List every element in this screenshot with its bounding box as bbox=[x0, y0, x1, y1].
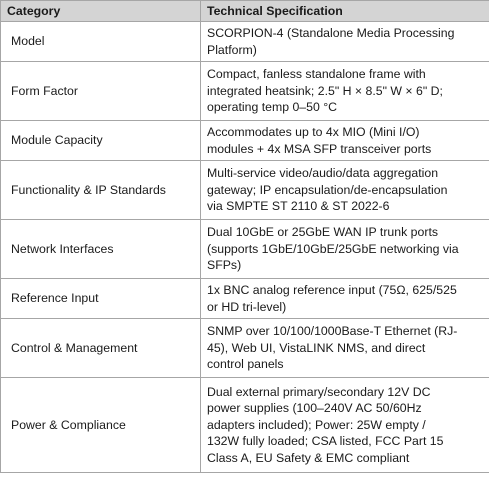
spec-cell bbox=[201, 22, 489, 62]
spec-line: Class A, EU Safety & EMC compliant bbox=[207, 450, 410, 465]
category-cell: Power & Compliance bbox=[1, 378, 201, 473]
spec-line: Accommodates up to 4x MIO (Mini I/O) bbox=[207, 125, 420, 139]
table-row bbox=[1, 319, 489, 378]
spec-line: SFPs) bbox=[207, 258, 242, 273]
spec-cell bbox=[201, 279, 489, 319]
spec-line: or HD tri-level) bbox=[207, 299, 287, 314]
spec-cell bbox=[201, 62, 489, 121]
spec-line: 132W fully loaded; CSA listed, FCC Part 15 bbox=[207, 434, 444, 449]
spec-line: SCORPION-4 (Standalone Media Processing bbox=[207, 26, 455, 40]
spec-line: adapters included); Power: 25W empty / bbox=[207, 417, 426, 432]
category-cell: Form Factor bbox=[1, 62, 201, 121]
spec-cell bbox=[201, 378, 489, 473]
table-row bbox=[1, 22, 489, 62]
spec-line: SNMP over 10/100/1000Base-T Ethernet (RJ- bbox=[207, 324, 458, 339]
spec-line: Platform) bbox=[207, 42, 257, 57]
spec-line: (supports 1GbE/10GbE/25GbE networking via bbox=[207, 241, 459, 256]
spec-line: 1x BNC analog reference input (75Ω, 625/525 bbox=[207, 283, 457, 297]
category-cell: Reference Input bbox=[1, 279, 201, 319]
spec-cell bbox=[201, 319, 489, 378]
spec-line: power supplies (100–240V AC 50/60Hz bbox=[207, 401, 422, 416]
table-row bbox=[1, 279, 489, 319]
table-row bbox=[1, 220, 489, 279]
spec-cell bbox=[201, 161, 489, 220]
category-cell: Functionality & IP Standards bbox=[1, 161, 201, 220]
spec-line: via SMPTE ST 2110 & ST 2022-6 bbox=[207, 199, 390, 214]
spec-line: Multi-service video/audio/data aggregation bbox=[207, 166, 439, 181]
spec-line: gateway; IP encapsulation/de-encapsulation bbox=[207, 182, 448, 197]
spec-line: 45), Web UI, VistaLINK NMS, and direct bbox=[207, 340, 426, 355]
table-row bbox=[1, 121, 489, 161]
spec-cell bbox=[201, 121, 489, 161]
header-category: Category bbox=[1, 1, 201, 22]
spec-cell bbox=[201, 220, 489, 279]
table-row bbox=[1, 62, 489, 121]
category-cell: Model bbox=[1, 22, 201, 62]
table-row bbox=[1, 161, 489, 220]
spec-line: Dual external primary/secondary 12V DC bbox=[207, 384, 431, 399]
spec-line: Compact, fanless standalone frame with bbox=[207, 67, 426, 82]
header-row bbox=[1, 1, 489, 22]
category-cell: Network Interfaces bbox=[1, 220, 201, 279]
table-row bbox=[1, 378, 489, 473]
spec-line: modules + 4x MSA SFP transceiver ports bbox=[207, 141, 432, 156]
spec-line: operating temp 0–50 °C bbox=[207, 100, 338, 115]
category-cell: Module Capacity bbox=[1, 121, 201, 161]
category-cell: Control & Management bbox=[1, 319, 201, 378]
header-technical-specification: Technical Specification bbox=[201, 1, 489, 22]
spec-line: integrated heatsink; 2.5" H × 8.5" W × 6" D; bbox=[207, 83, 443, 98]
spec-line: Dual 10GbE or 25GbE WAN IP trunk ports bbox=[207, 225, 439, 240]
spec-line: control panels bbox=[207, 357, 284, 372]
